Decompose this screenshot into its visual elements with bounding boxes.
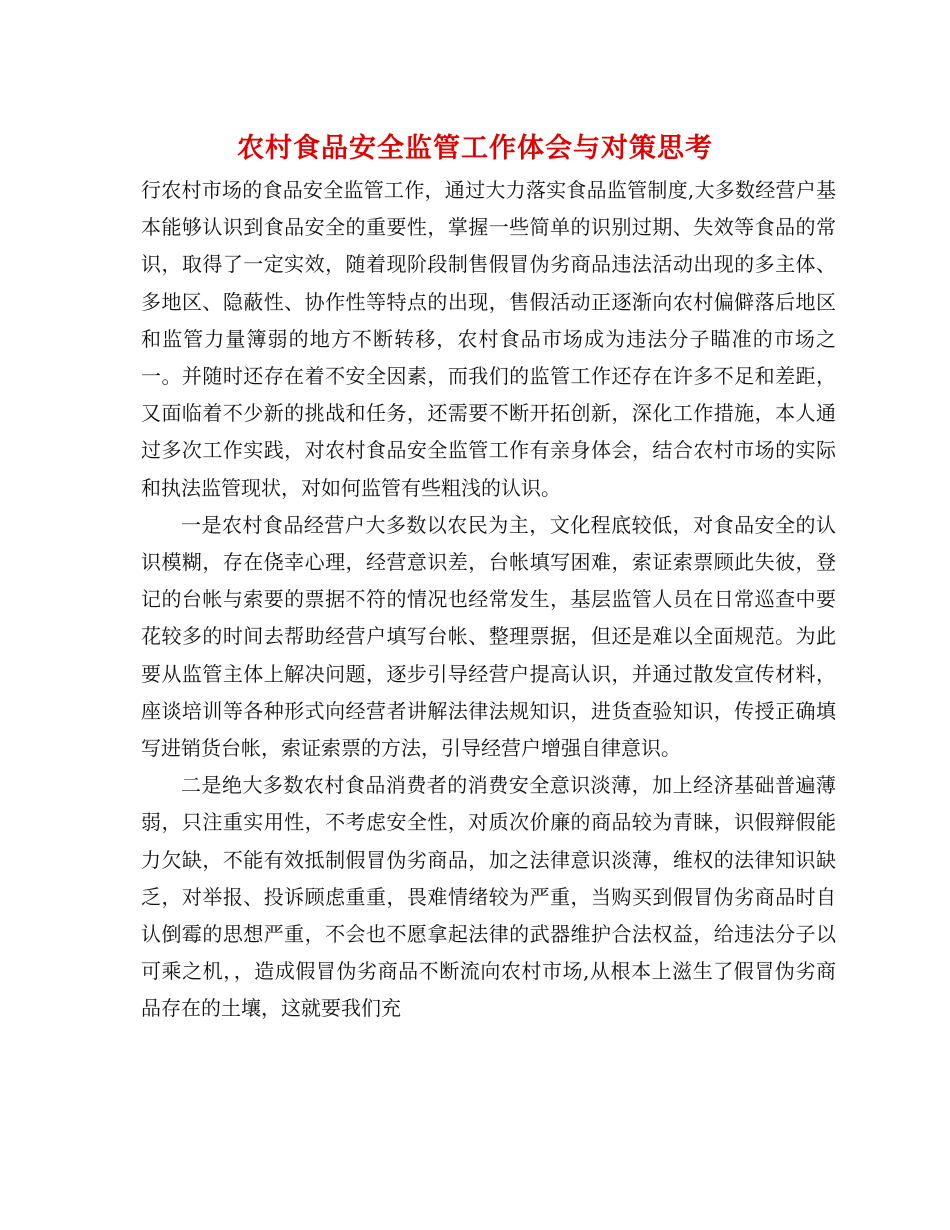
paragraph-point-two: 二是绝大多数农村食品消费者的消费安全意识淡薄，加上经济基础普遍薄弱，只注重实用性，不考虑安全性，对质次价廉的商品较为青睐，识假辩假能力欠缺，不能有效抵制假冒伪劣商品，加之法律意识淡薄，维权的法律知识缺乏，对举报、投诉顾虑重重，畏难情绪较为严重，当购买到假冒伪劣商品时自认倒霉的思想严重，不会也不愿拿起法律的武器维护合法权益，给违法分子以可乘之机，，造成假冒伪劣商品不断流向农村市场,从根本上滋生了假冒伪劣商品存在的土壤，这就要我们充 — [141, 773, 836, 1021]
document-title: 农村食品安全监管工作体会与对策思考 — [237, 133, 713, 164]
document-body — [141, 172, 836, 1028]
paragraph-point-one: 一是农村食品经营户大多数以农民为主，文化程底较低，对食品安全的认识模糊，存在侥幸心理，经营意识差，台帐填写困难，索证索票顾此失彼，登记的台帐与索要的票据不符的情况也经常发生，基层监管人员在日常巡查中要花较多的时间去帮助经营户填写台帐、整理票据，但还是难以全面规范。为此要从监管主体上解决问题，逐步引导经营户提高认识，并通过散发宣传材料，座谈培训等各种形式向经营者讲解法律法规知识，进货查验知识，传授正确填写进销货台帐，索证索票的方法，引导经营户增强自律意识。 — [141, 512, 836, 761]
paragraph-intro: 行农村市场的食品安全监管工作，通过大力落实食品监管制度,大多数经营户基本能够认识到食品安全的重要性，掌握一些简单的识别过期、失效等食品的常识，取得了一定实效，随着现阶段制售假冒伪劣商品违法活动出现的多主体、多地区、隐蔽性、协作性等特点的出现，售假活动正逐渐向农村偏僻落后地区和监管力量簿弱的地方不断转移，农村食品市场成为违法分子瞄准的市场之一。并随时还存在着不安全因素，而我们的监管工作还存在许多不足和差距，又面临着不少新的挑战和任务，还需要不断开拓创新，深化工作措施，本人通过多次工作实践，对农村食品安全监管工作有亲身体会，结合农村市场的实际和执法监管现状，对如何监管有些粗浅的认识。 — [141, 178, 836, 500]
